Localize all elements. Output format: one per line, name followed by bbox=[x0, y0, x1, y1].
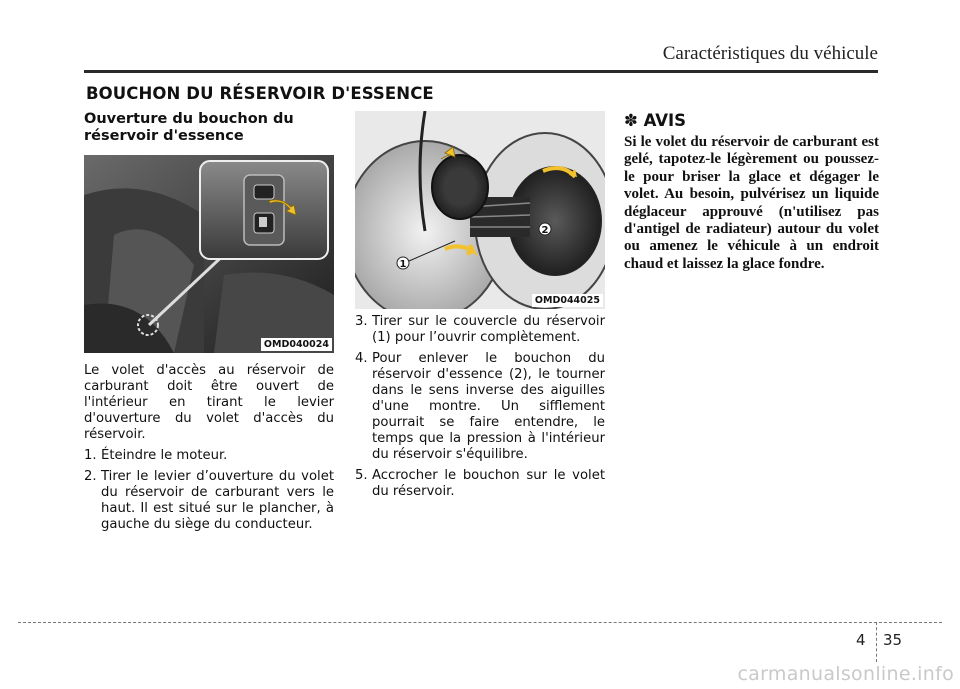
footer-rule bbox=[18, 622, 942, 623]
list-item bbox=[84, 448, 334, 464]
figure-fuel-lever bbox=[84, 155, 334, 353]
figure-fuel-cap bbox=[355, 111, 605, 309]
step-number: 4. bbox=[355, 351, 368, 366]
callout-1: 1 bbox=[399, 259, 407, 270]
notice-text: Si le volet du réservoir de carburant est gelé, tapotez-le légèrement ou poussez-le pour briser la glace et dégager le volet. Au besoin, pulvérisez un liquide déglaceur approuvé (n'utilisez pas d'antigel de radiateur) autour du volet ou amenez le véhicule à un endroit chaud et laissez la glace fondre. bbox=[624, 134, 879, 272]
column-middle bbox=[355, 111, 605, 500]
watermark: carmanualsonline.info bbox=[737, 663, 954, 685]
page-header-title: Caractéristiques du véhicule bbox=[662, 43, 878, 64]
header-rule bbox=[84, 70, 878, 73]
notice-title: ✽ AVIS bbox=[624, 111, 687, 130]
steps-list-left bbox=[84, 448, 334, 533]
footer-divider bbox=[876, 622, 877, 662]
fuel-lever-illustration bbox=[84, 155, 334, 353]
column-left bbox=[84, 111, 334, 533]
figure-code: OMD044025 bbox=[532, 294, 603, 307]
step-text: Pour enlever le bouchon du réservoir d'essence (2), le tourner dans le sens inverse des aiguilles d'une montre. Un sifflement pourrait se faire entendre, le temps que la pression à l'intérieur du réservoir s'équilibre. bbox=[372, 351, 605, 462]
step-text: Accrocher le bouchon sur le volet du réservoir. bbox=[372, 468, 605, 499]
section-title: BOUCHON DU RÉSERVOIR D'ESSENCE bbox=[86, 84, 434, 103]
callout-2: 2 bbox=[541, 225, 549, 236]
page-number: 35 bbox=[883, 631, 903, 649]
intro-paragraph: Le volet d'accès au réservoir de carburant doit être ouvert de l'intérieur en tirant le levier d'ouverture du volet d'accès du réservoir. bbox=[84, 363, 334, 442]
step-text: Éteindre le moteur. bbox=[101, 448, 228, 463]
step-number: 3. bbox=[355, 314, 368, 329]
step-text: Tirer sur le couvercle du réservoir (1) pour l’ouvrir complètement. bbox=[372, 314, 605, 345]
list-item bbox=[355, 468, 605, 500]
subheading: Ouverture du bouchon du réservoir d'essence bbox=[84, 111, 294, 144]
list-item bbox=[355, 351, 605, 463]
step-number: 2. bbox=[84, 469, 97, 484]
step-text: Tirer le levier d’ouverture du volet du réservoir de carburant vers le haut. Il est situé sur le plancher, à gauche du siège du conducteur. bbox=[101, 469, 334, 532]
step-number: 1. bbox=[84, 448, 97, 463]
figure-code: OMD040024 bbox=[261, 338, 332, 351]
column-right bbox=[624, 111, 879, 273]
list-item bbox=[84, 469, 334, 533]
list-item bbox=[355, 314, 605, 346]
step-number: 5. bbox=[355, 468, 368, 483]
fuel-cap-illustration bbox=[355, 111, 605, 309]
chapter-number: 4 bbox=[856, 631, 866, 649]
steps-list-middle bbox=[355, 314, 605, 500]
